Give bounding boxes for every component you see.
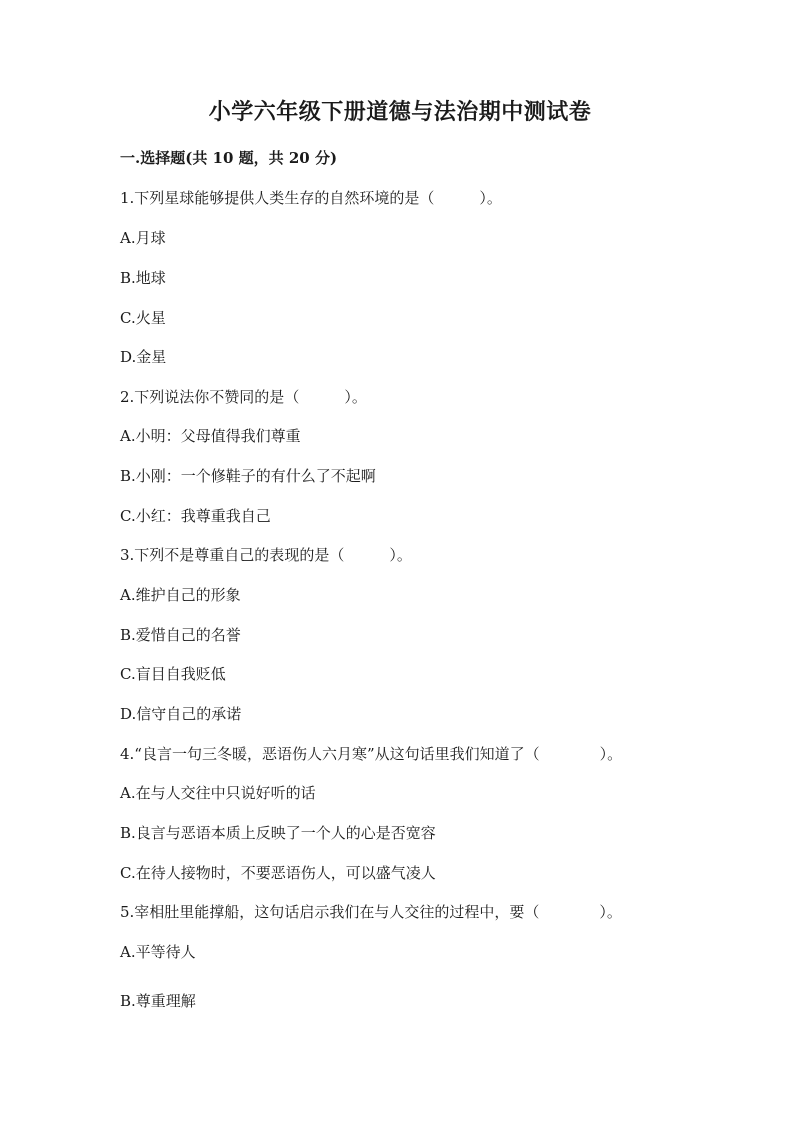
question-4-option-a: A.在与人交往中只说好听的话 <box>120 784 316 802</box>
question-4-stem: 4.“良言一句三冬暖，恶语伤人六月寒”从这句话里我们知道了（ ）。 <box>120 745 623 763</box>
question-5-option-a: A.平等待人 <box>120 943 196 961</box>
question-1-option-a: A.月球 <box>120 229 166 247</box>
question-1-option-d: D.金星 <box>120 348 167 366</box>
question-1-stem: 1.下列星球能够提供人类生存的自然环境的是（ ）。 <box>120 189 502 207</box>
question-3-option-d: D.信守自己的承诺 <box>120 705 242 723</box>
question-4-option-b: B.良言与恶语本质上反映了一个人的心是否宽容 <box>120 824 436 842</box>
question-1-option-c: C.火星 <box>120 309 166 327</box>
question-4-option-c: C.在待人接物时，不要恶语伤人，可以盛气凌人 <box>120 864 436 882</box>
section-heading: 一.选择题(共 10 题，共 20 分) <box>120 149 338 167</box>
question-3-option-b: B.爱惜自己的名誉 <box>120 626 241 644</box>
question-3-stem: 3.下列不是尊重自己的表现的是（ ）。 <box>120 546 412 564</box>
question-3-option-a: A.维护自己的形象 <box>120 586 241 604</box>
page-title: 小学六年级下册道德与法治期中测试卷 <box>208 99 592 125</box>
question-5-option-b: B.尊重理解 <box>120 992 196 1010</box>
question-2-option-b: B.小刚：一个修鞋子的有什么了不起啊 <box>120 467 376 485</box>
question-2-option-a: A.小明：父母值得我们尊重 <box>120 427 301 445</box>
question-2-stem: 2.下列说法你不赞同的是（ ）。 <box>120 388 367 406</box>
question-5-stem: 5.宰相肚里能撑船，这句话启示我们在与人交往的过程中，要（ ）。 <box>120 903 622 921</box>
question-1-option-b: B.地球 <box>120 269 166 287</box>
question-3-option-c: C.盲目自我贬低 <box>120 665 226 683</box>
question-2-option-c: C.小红：我尊重我自己 <box>120 507 271 525</box>
